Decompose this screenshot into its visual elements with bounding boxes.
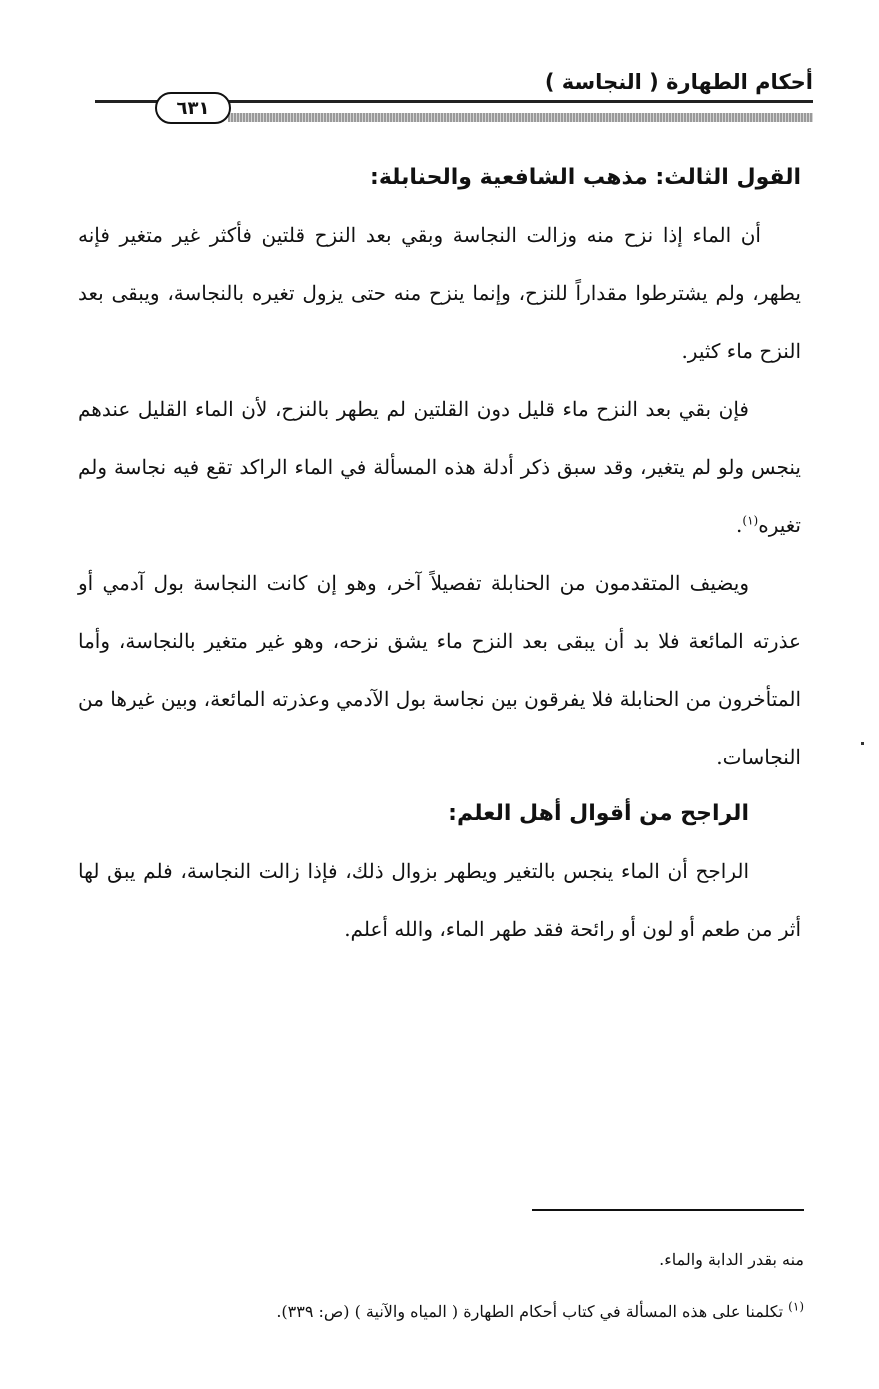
paragraph-end: .: [736, 513, 743, 537]
paragraph: الراجح أن الماء ينجس بالتغير ويطهر بزوال ذلك، فإذا زالت النجاسة، فلم يبق لها أثر من طعم أو لون أو رائحة فقد طهر الماء، والله أعلم.: [78, 859, 801, 941]
margin-mark: [861, 742, 864, 745]
footnote-reference[interactable]: (١): [742, 513, 759, 528]
paragraph: ويضيف المتقدمون من الحنابلة تفصيلاً آخر، وهو إن كانت النجاسة بول آدمي أو عذرته المائعة فلا بد أن يبقى بعد النزح ماء يشق نزحه، وهو غير متغير بالنجاسة، وأما المتأخرون من الحنابلة فلا يفرقون بين نجاسة بول الآدمي وعذرته المائعة، وبين غيرها من النجاسات.: [78, 571, 801, 769]
paragraph: أن الماء إذا نزح منه وزالت النجاسة وبقي بعد النزح قلتين فأكثر غير متغير فإنه يطهر، ولم يشترطوا مقداراً للنزح، وإنما ينزح منه حتى يزول تغيره بالنجاسة، ويبقى بعد النزح ماء كثير.: [78, 223, 801, 363]
footnotes: [78, 1234, 804, 1338]
section-heading: القول الثالث: مذهب الشافعية والحنابلة:: [370, 165, 801, 190]
footnote-separator: [532, 1209, 804, 1211]
page-number: ٦٣١: [155, 92, 231, 124]
footnote: [78, 1286, 804, 1338]
footnote-text: تكلمنا على هذه المسألة في كتاب أحكام الطهارة ( المياه والآنية ) (ص: ٣٣٩).: [276, 1302, 784, 1321]
running-title: أحكام الطهارة ( النجاسة ): [544, 70, 813, 94]
footnote-continued: منه بقدر الدابة والماء.: [659, 1250, 804, 1269]
paragraph-text: فإن بقي بعد النزح ماء قليل دون القلتين لم يطهر بالنزح، لأن الماء القليل عندهم ينجس ولو لم يتغير، وقد سبق ذكر أدلة هذه المسألة في الماء الراكد تقع فيه نجاسة ولم تغيره: [78, 397, 801, 537]
footnote-number: (١): [788, 1299, 804, 1314]
header-ornament-bar: [228, 113, 813, 122]
main-text: [78, 150, 801, 958]
paragraph: [78, 380, 801, 554]
section-heading: الراجح من أقوال أهل العلم:: [448, 801, 749, 826]
